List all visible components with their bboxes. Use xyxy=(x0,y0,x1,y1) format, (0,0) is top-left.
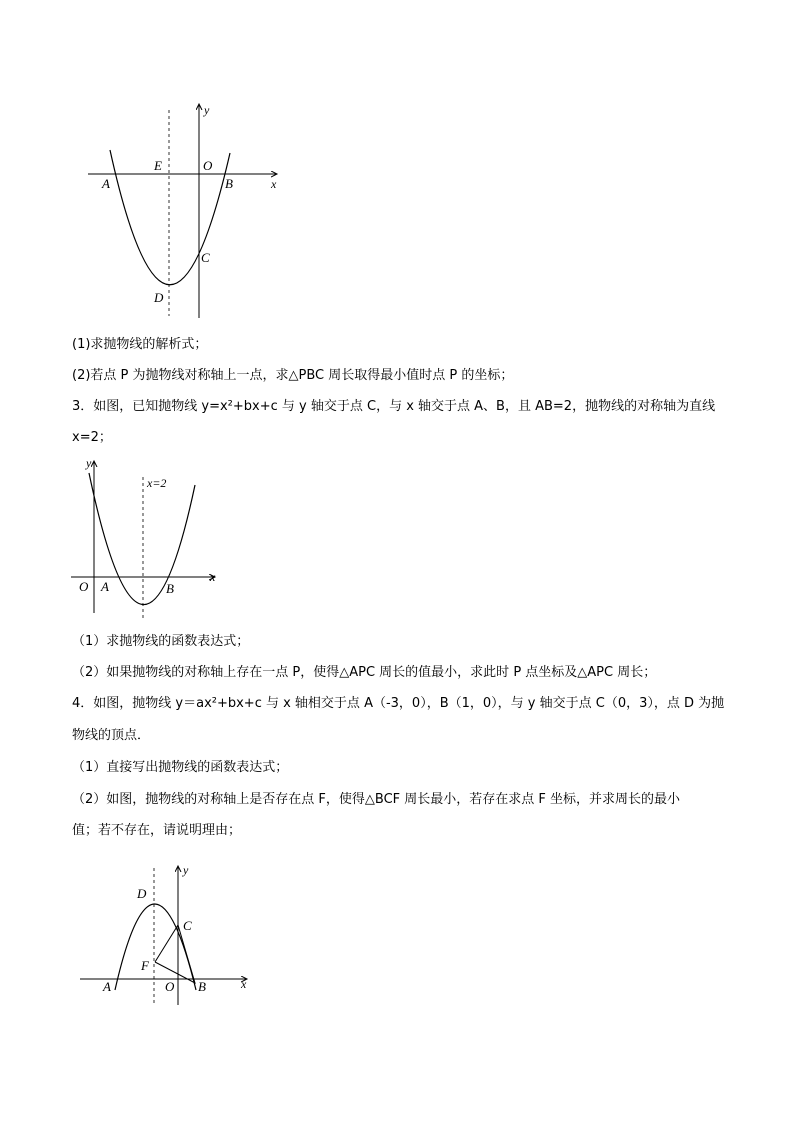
label-B: B xyxy=(198,979,206,994)
label-y: y xyxy=(183,863,189,877)
figure-1-parabola xyxy=(80,98,290,323)
q4-part2-line2: 值；若不存在，请说明理由； xyxy=(72,823,242,838)
q3-part2: （2）如果抛物线的对称轴上存在一点 P，使得△APC 周长的值最小，求此时 P 点坐标及△APC 周长； xyxy=(72,665,657,680)
label-D: D xyxy=(154,290,164,305)
label-O: O xyxy=(79,579,89,594)
label-A: A xyxy=(103,979,111,994)
q2-part1: (1)求抛物线的解析式； xyxy=(72,337,208,352)
label-x: x xyxy=(271,177,277,191)
label-B: B xyxy=(225,176,233,191)
q4-part2-line1: （2）如图，抛物线的对称轴上是否存在点 F，使得△BCF 周长最小，若存在求点 F 坐标，并求周长的最小 xyxy=(72,792,680,807)
triangle-BCF xyxy=(155,925,195,983)
label-E: E xyxy=(154,158,162,173)
label-x: x xyxy=(241,977,247,991)
label-x: x xyxy=(210,570,216,584)
figure-3-parabola xyxy=(75,860,255,1010)
q3-intro-line2: x=2； xyxy=(72,430,112,445)
label-B: B xyxy=(166,581,174,596)
q3-part1: （1）求抛物线的函数表达式； xyxy=(72,634,250,649)
label-y: y xyxy=(204,103,210,117)
label-D: D xyxy=(137,886,147,901)
label-C: C xyxy=(183,918,192,933)
label-A: A xyxy=(101,579,109,594)
q3-intro-line1: 3．如图，已知抛物线 y=x²+bx+c 与 y 轴交于点 C，与 x 轴交于点 A、B，且 AB=2，抛物线的对称轴为直线 xyxy=(72,399,716,414)
label-F: F xyxy=(141,958,149,973)
figure-2-parabola xyxy=(65,455,225,623)
q4-intro-line2: 物线的顶点． xyxy=(72,728,151,743)
label-y: y xyxy=(86,456,92,470)
q4-part1: （1）直接写出抛物线的函数表达式； xyxy=(72,760,289,775)
label-C: C xyxy=(201,250,210,265)
q4-intro-line1: 4．如图，抛物线 y＝ax²+bx+c 与 x 轴相交于点 A（-3，0），B（1，0），与 y 轴交于点 C（0，3），点 D 为抛 xyxy=(72,696,725,711)
q2-part2: (2)若点 P 为抛物线对称轴上一点，求△PBC 周长取得最小值时点 P 的坐标； xyxy=(72,368,514,383)
label-axis: x=2 xyxy=(147,476,167,490)
label-O: O xyxy=(203,158,213,173)
label-A: A xyxy=(102,176,110,191)
label-O: O xyxy=(165,979,175,994)
